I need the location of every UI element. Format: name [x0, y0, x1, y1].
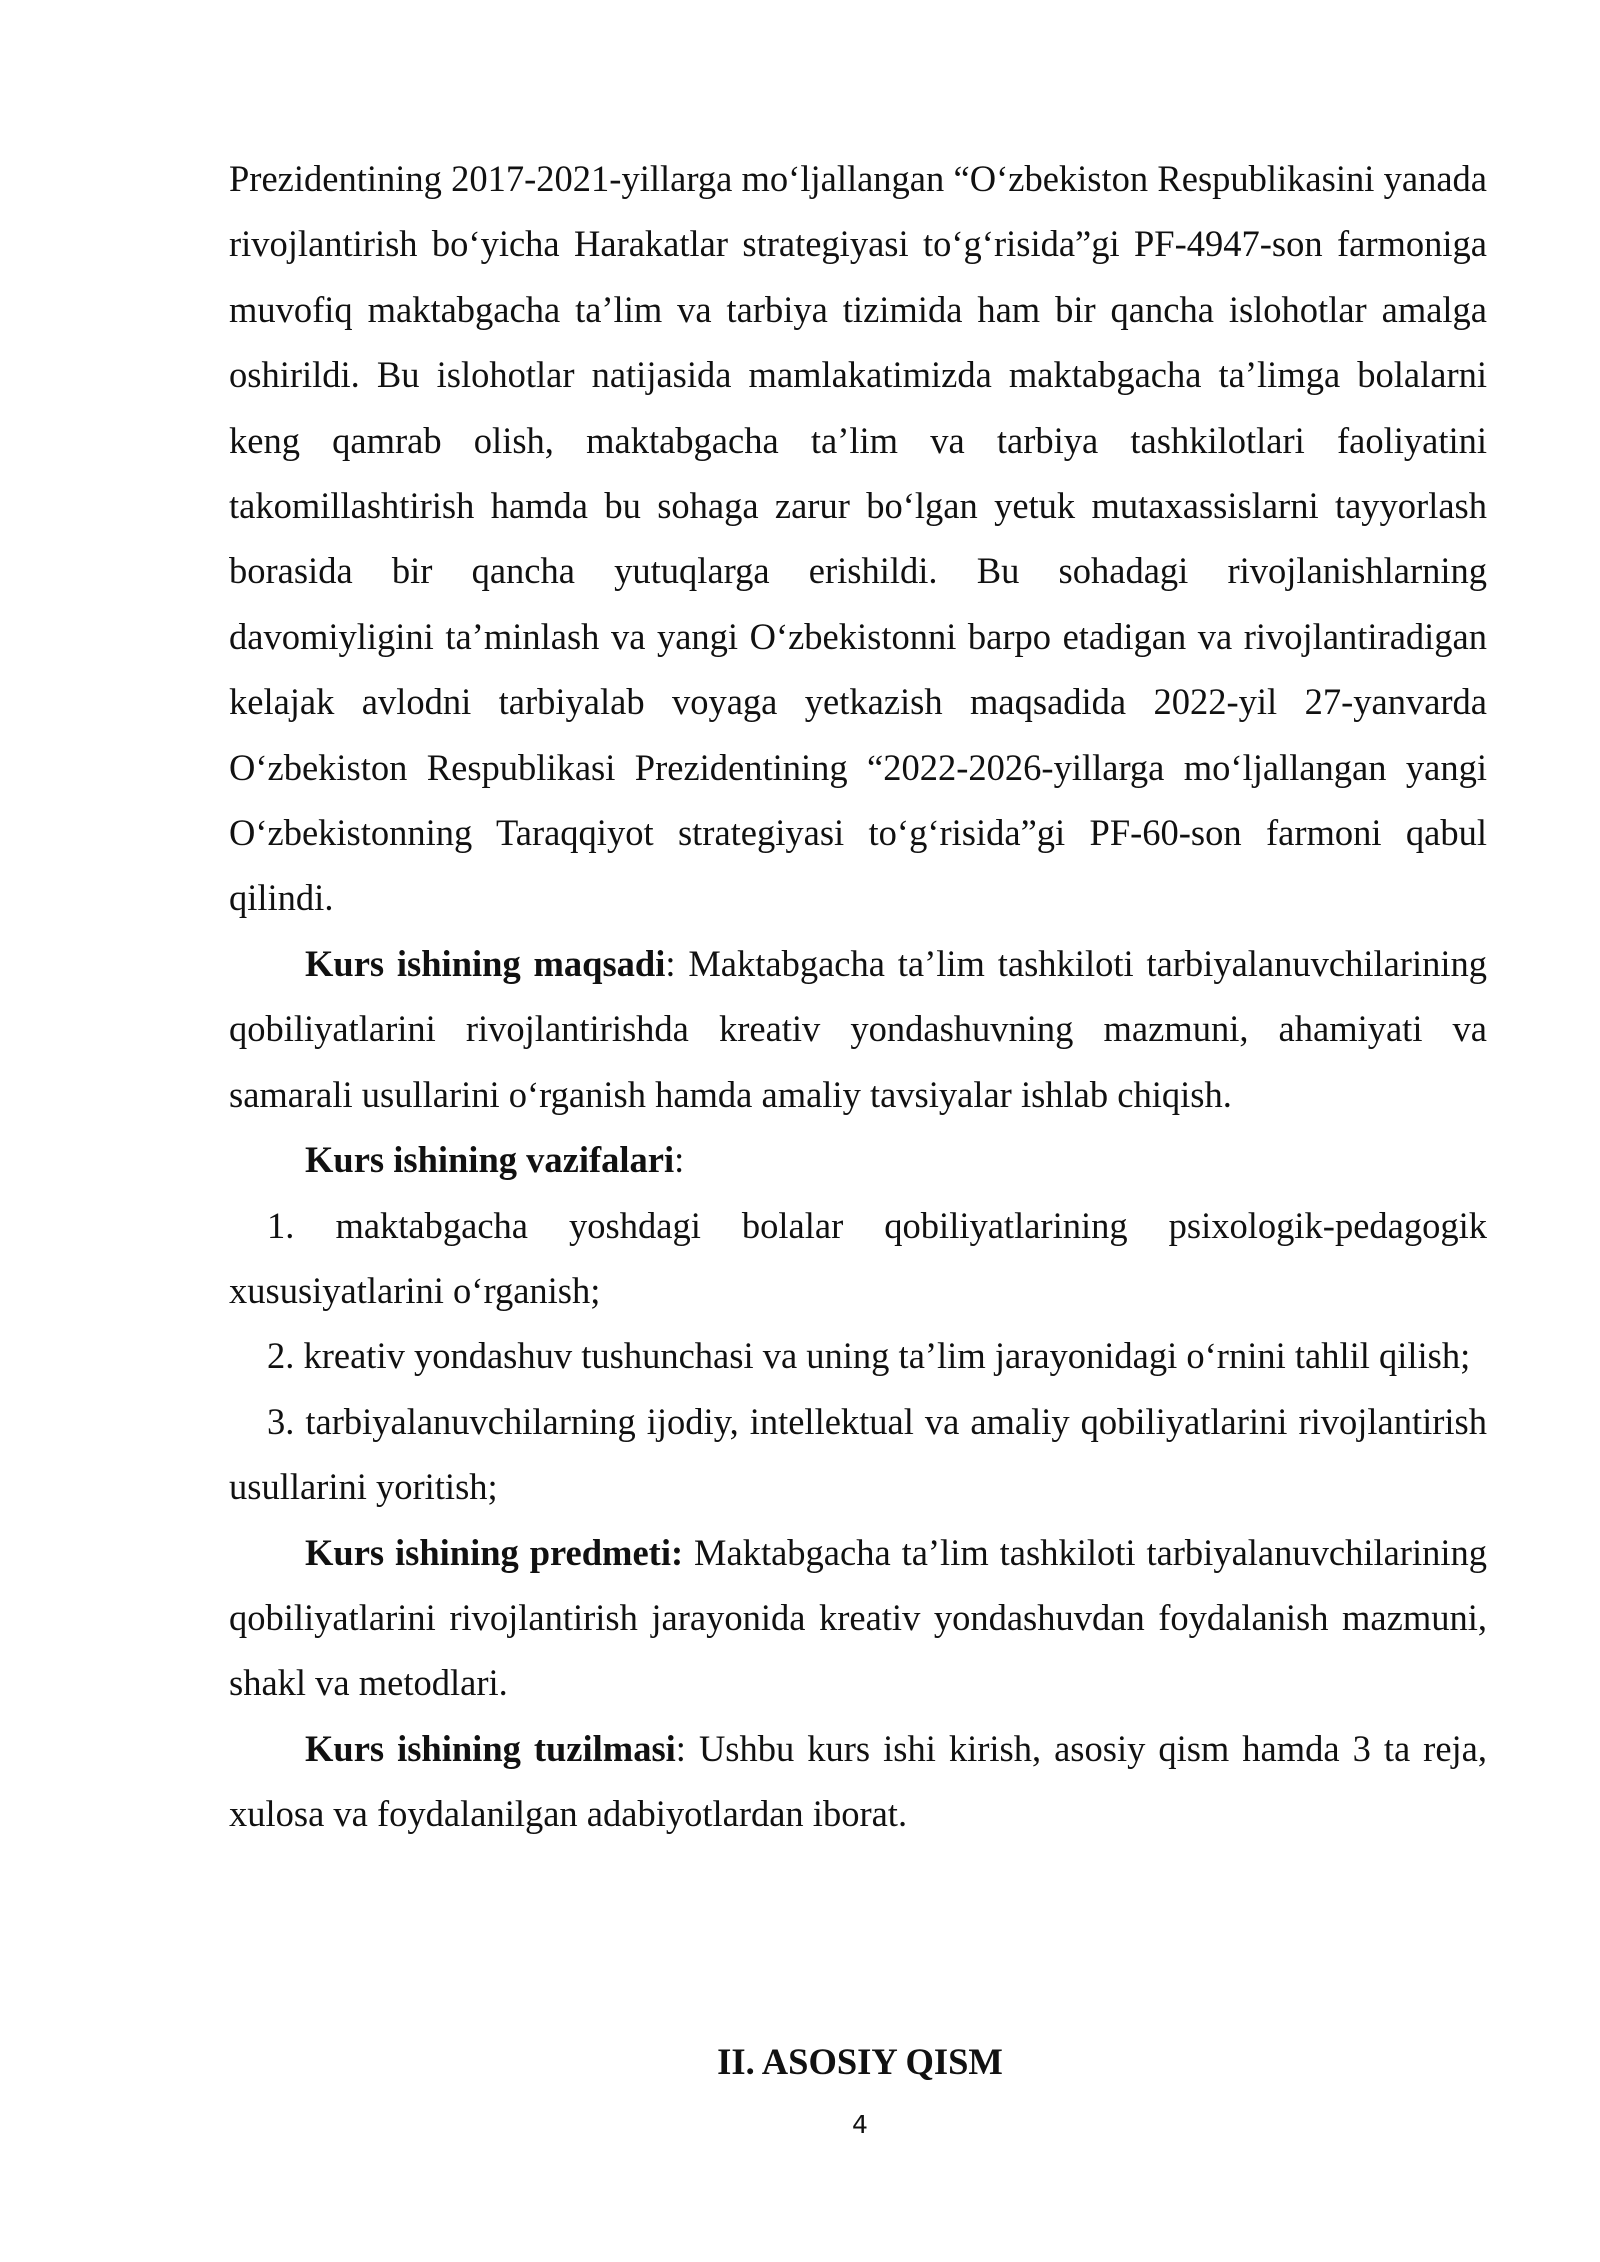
- goal-separator: :: [665, 942, 676, 984]
- subject-text: Maktabgacha ta’lim tashkiloti tarbiyalanuvchilarining qobiliyatlarini rivojlantirish jarayonida kreativ yondashuvdan foydalanish mazmuni, shakl va metodlari.: [229, 1531, 1487, 1704]
- structure-text: Ushbu kurs ishi kirish, asosiy qism hamda 3 ta reja, xulosa va foydalanilgan adabiyotlardan iborat.: [229, 1727, 1487, 1835]
- goal-label: Kurs ishining maqsadi: [305, 942, 666, 984]
- subject-label: Kurs ishining predmeti:: [305, 1531, 684, 1573]
- goal-paragraph: [229, 931, 1487, 1127]
- structure-separator: :: [675, 1727, 686, 1769]
- task-item-3: 3. tarbiyalanuvchilarning ijodiy, intellektual va amaliy qobiliyatlarini rivojlantirish usullarini yoritish;: [229, 1400, 1487, 1508]
- page-number: 4: [852, 2110, 868, 2139]
- subject-paragraph: [229, 1520, 1487, 1716]
- page-body: [229, 146, 1487, 1847]
- goal-text: Maktabgacha ta’lim tashkiloti tarbiyalanuvchilarining qobiliyatlarini rivojlantirishda kreativ yondashuvning mazmuni, ahamiyati va samarali usullarini o‘rganish hamda amaliy tavsiyalar ishlab chiqish.: [229, 942, 1487, 1115]
- section-heading: II. ASOSIY QISM: [717, 2041, 1003, 2082]
- structure-label: Kurs ishining tuzilmasi: [305, 1727, 676, 1769]
- task-item-1: 1. maktabgacha yoshdagi bolalar qobiliyatlarining psixologik-pedagogik xususiyatlarini o‘rganish;: [229, 1204, 1487, 1311]
- tasks-heading: [229, 1127, 1487, 1192]
- tasks-label: Kurs ishining vazifalari: [305, 1139, 675, 1181]
- structure-paragraph: [229, 1716, 1487, 1847]
- task-item-2: 2. kreativ yondashuv tushunchasi va uning ta’lim jarayonidagi o‘rnini tahlil qilish;: [267, 1335, 1471, 1377]
- tasks-separator: :: [674, 1139, 685, 1181]
- intro-paragraph: Prezidentining 2017-2021-yillarga mo‘ljallangan “O‘zbekiston Respublikasini yanada rivojlantirish bo‘yicha Harakatlar strategiyasi to‘g‘risida”gi PF-4947-son farmoniga muvofiq maktabgacha ta’lim va tarbiya tizimida ham bir qancha islohotlar amalga oshirildi. Bu islohotlar natijasida mamlakatimizda maktabgacha ta’limga bolalarni keng qamrab olish, maktabgacha ta’lim va tarbiya tashkilotlari faoliyatini takomillashtirish hamda bu sohaga zarur bo‘lgan yetuk mutaxassislarni tayyorlash borasida bir qancha yutuqlarga erishildi. Bu sohadagi rivojlanishlarning davomiyligini ta’minlash va yangi O‘zbekistonni barpo etadigan va rivojlantiradigan kelajak avlodni tarbiyalab voyaga yetkazish maqsadida 2022-yil 27-yanvarda O‘zbekiston Respublikasi Prezidentining “2022-2026-yillarga mo‘ljallangan yangi O‘zbekistonning Taraqqiyot strategiyasi to‘g‘risida”gi PF-60-son farmoni qabul qilindi.: [229, 158, 1487, 919]
